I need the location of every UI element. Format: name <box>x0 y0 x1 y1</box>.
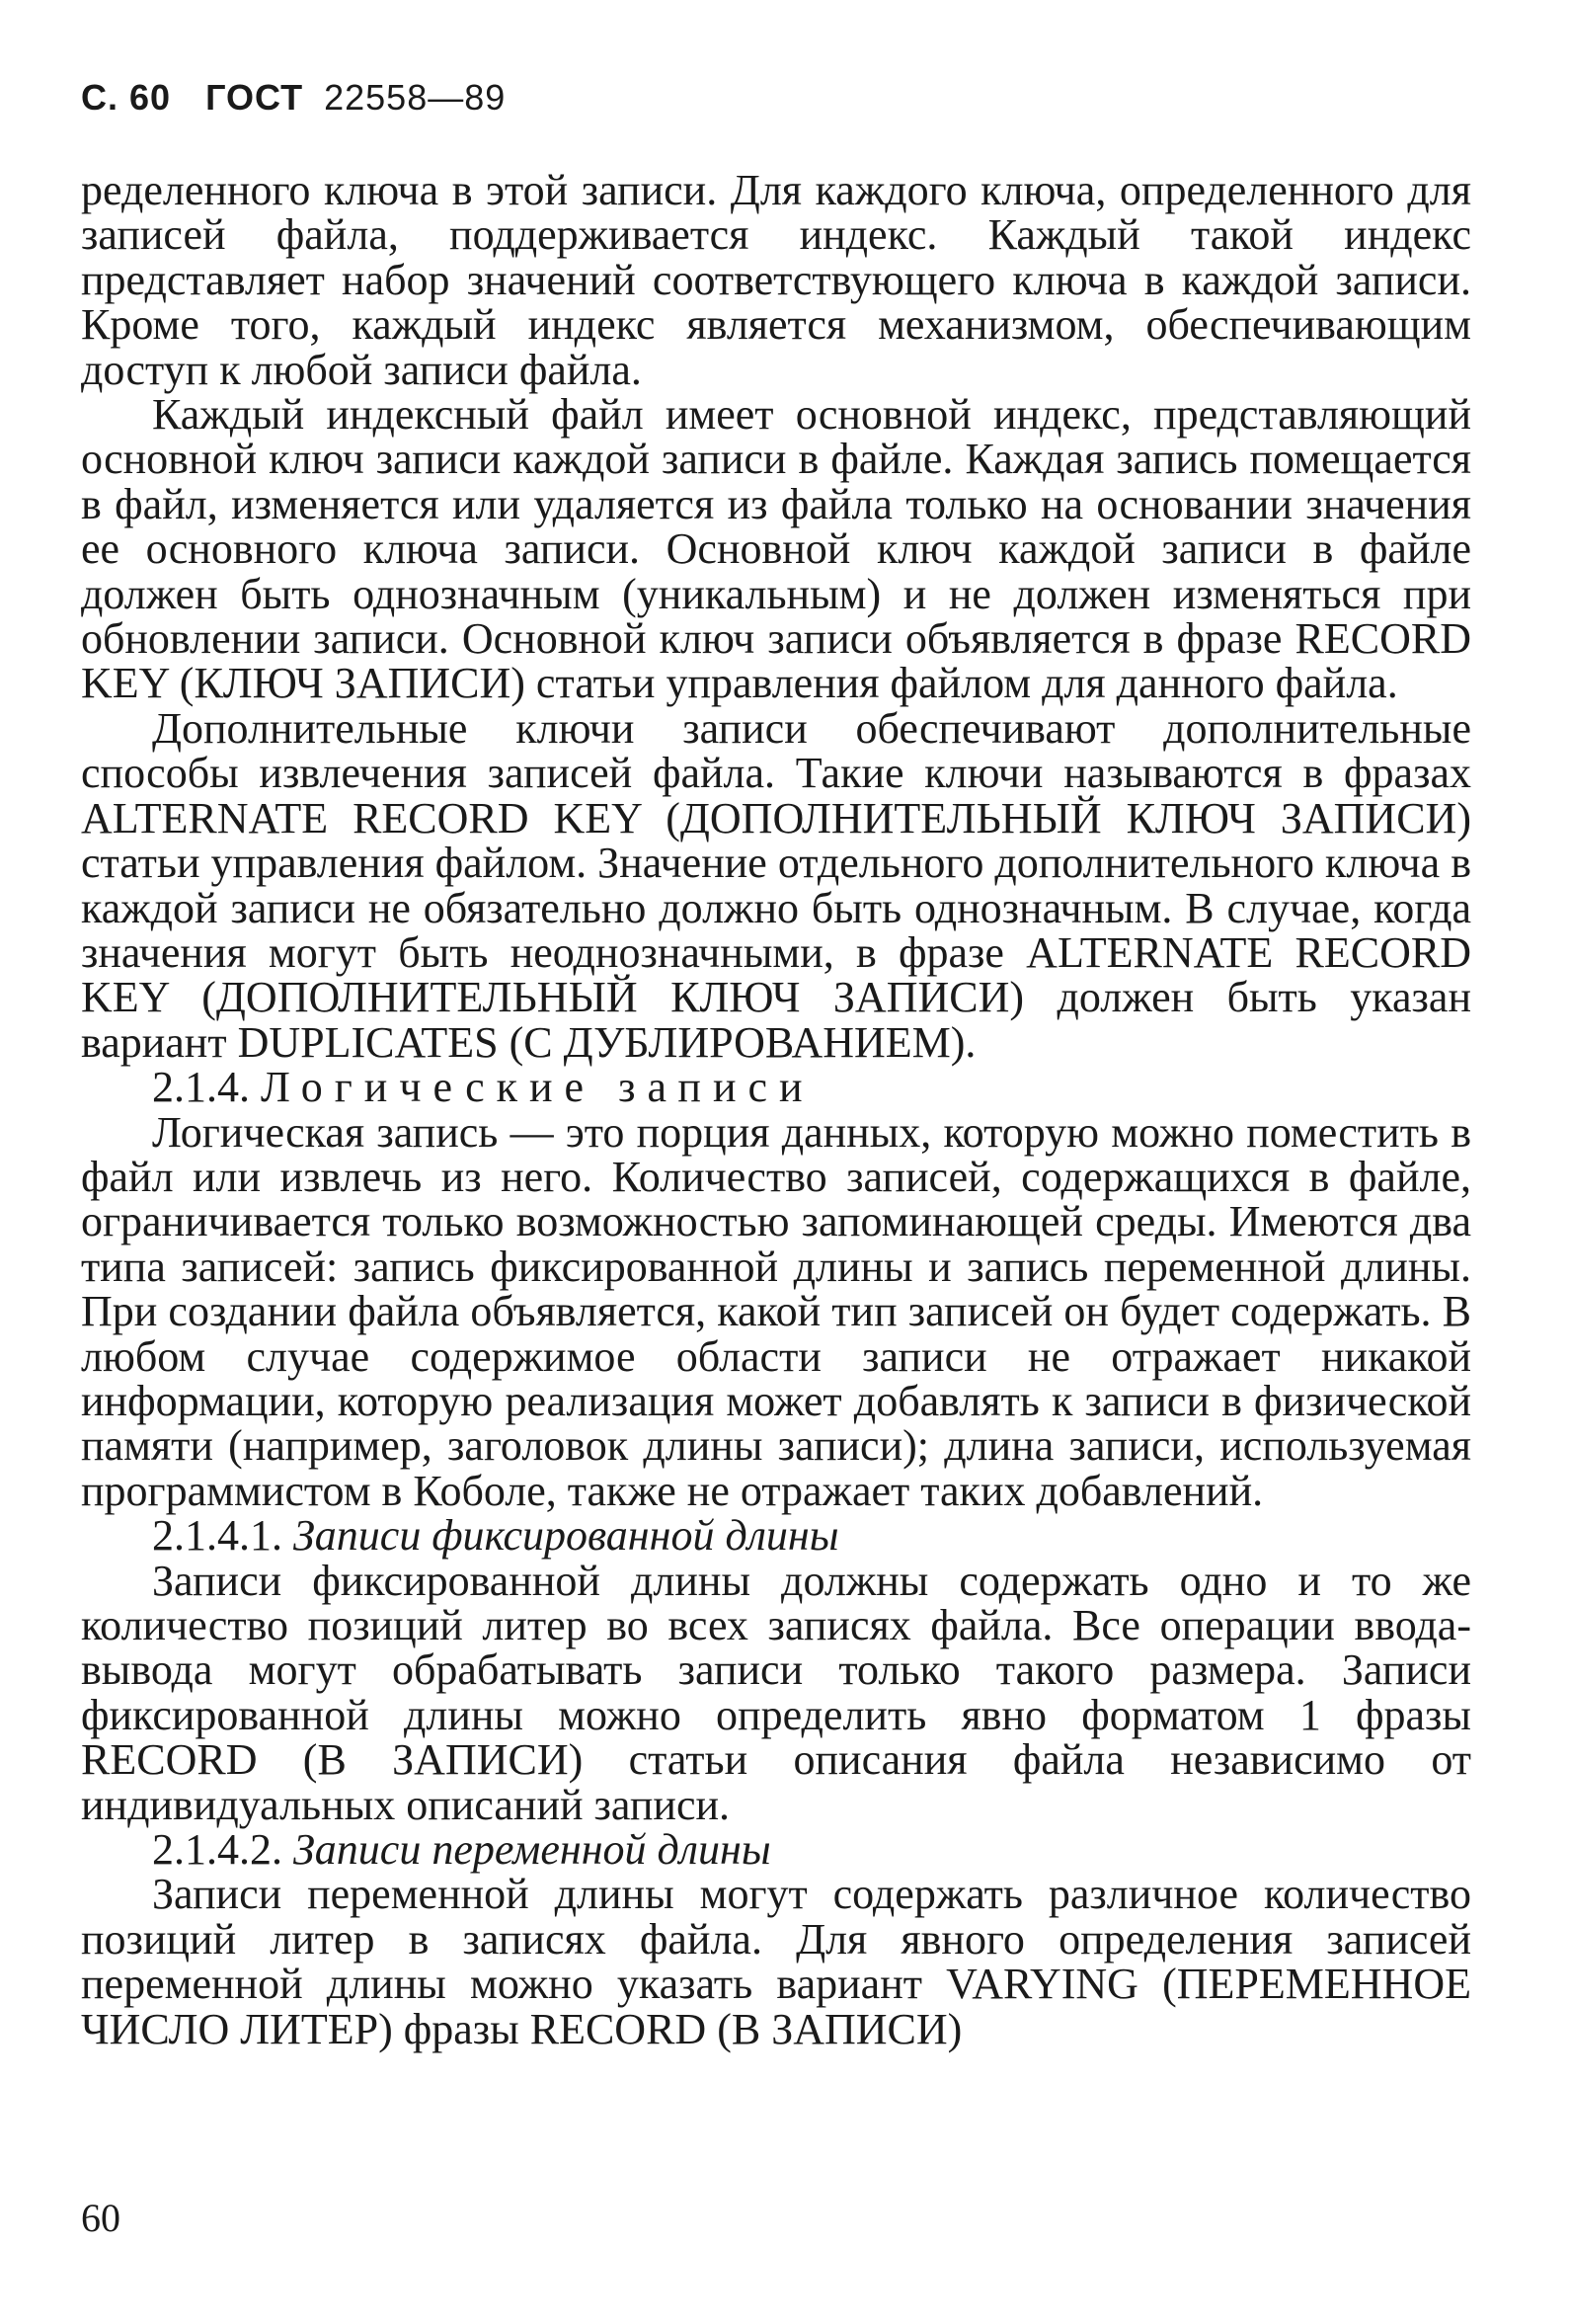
header-standard: ГОСТ <box>205 77 304 118</box>
section-number: 2.1.4. <box>152 1063 250 1112</box>
section-heading-logical-records <box>81 1063 1471 1112</box>
paragraph-logical-records: Логическая запись — это порция данных, которую можно поместить в файл или извлечь из него. Количество записей, содержащихся в файле, ограничивается только возможностью запоминающей среды. Имеются два типа записей: запись фиксированной длины и запись переменной длины. При создании файла объявляется, какой тип записей он будет содержать. В любом случае содержимое области записи не отражает никакой информации, которую реализация может добавлять к записи в физической памяти (например, заголовок длины записи); длина записи, используемая программистом в Коболе, также не отражает таких добавлений. <box>81 1107 1471 1515</box>
header-page-label: С. 60 <box>81 77 172 118</box>
paragraph-primary-key: Каждый индексный файл имеет основной индекс, представляющий основной ключ записи каждой записи в файле. Каждая запись помещается в файл, изменяется или удаляется из файла только на основании значения ее основного ключа записи. Основной ключ каждой записи в файле должен быть однозначным (уникальным) и не должен изменяться при обновлении записи. Основной ключ записи объявляется в фразе RECORD KEY (КЛЮЧ ЗАПИСИ) статьи управления файлом для данного файла. <box>81 390 1471 708</box>
paragraph-continuation: ределенного ключа в этой записи. Для каждого ключа, определенного для записей файла, поддерживается индекс. Каждый такой индекс представляет набор значений соответствующего ключа в каждой записи. Кроме того, каждый индекс является механизмом, обеспечивающим доступ к любой записи файла. <box>81 166 1471 394</box>
section-title: Записи переменной длины <box>293 1825 771 1875</box>
page-number: 60 <box>81 2196 120 2240</box>
paragraph-alternate-keys: Дополнительные ключи записи обеспечивают дополнительные способы извлечения записей файла. Такие ключи называются в фразах ALTERNATE RECORD KEY (ДОПОЛНИТЕЛЬНЫЙ КЛЮЧ ЗАПИСИ) статьи управления файлом. Значение отдельного дополнительного ключа в каждой записи не обязательно должно быть однозначным. В случае, когда значения могут быть неоднозначными, в фразе ALTERNATE RECORD KEY (ДОПОЛНИТЕЛЬНЫЙ КЛЮЧ ЗАПИСИ) должен быть указан вариант DUPLICATES (С ДУБЛИРОВАНИЕМ). <box>81 703 1471 1067</box>
section-number: 2.1.4.1. <box>152 1511 282 1561</box>
main-text <box>81 168 1471 2051</box>
section-title: Логические записи <box>261 1063 815 1112</box>
section-heading-variable-length <box>81 1825 1471 1875</box>
paragraph-fixed-length: Записи фиксированной длины должны содержать одно и то же количество позиций литер во всех записях файла. Все операции ввода-вывода могут обрабатывать записи только такого размера. Записи фиксированной длины можно определить явно форматом 1 фразы RECORD (В ЗАПИСИ) статьи описания файла независимо от индивидуальных описаний записи. <box>81 1556 1471 1829</box>
section-heading-fixed-length <box>81 1511 1471 1561</box>
paragraph-variable-length: Записи переменной длины могут содержать различное количество позиций литер в записях файла. Для явного определения записей переменной длины можно указать вариант VARYING (ПЕРЕМЕННОЕ ЧИСЛО ЛИТЕР) фразы RECORD (В ЗАПИСИ) <box>81 1870 1471 2053</box>
section-number: 2.1.4.2. <box>152 1825 282 1875</box>
header-standard-number: 22558—89 <box>324 77 507 118</box>
page-header <box>81 77 506 119</box>
section-title: Записи фиксированной длины <box>293 1511 839 1561</box>
